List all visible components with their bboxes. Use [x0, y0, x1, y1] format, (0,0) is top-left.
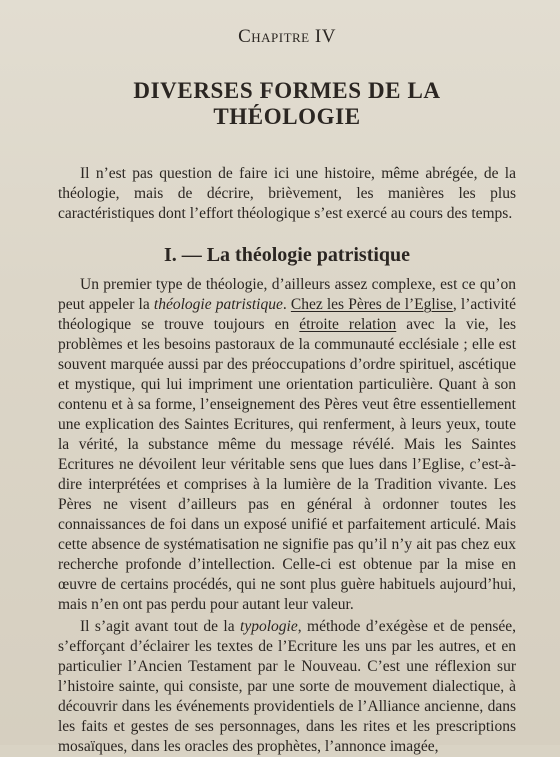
- text-run: Il s’agit avant tout de la: [80, 618, 241, 635]
- text-run: , méthode d’exégèse et de pensée, s’efforçant d’éclairer les textes de l’Ecriture les uns par les autres, et en particulier l’Ancien Testament par le Nouveau. C’est une réflexion sur l’histoire sainte, qui consiste, par une sorte de mouvement dialectique, à découvrir dans les événements providentiels de l’Alliance ancienne, dans les faits et gestes de ses personnages, dans les rites et les prescriptions mosaïques, dans les oracles des prophètes, l’annonce imagée,: [58, 618, 516, 755]
- intro-paragraph: Il n’est pas question de faire ici une histoire, même abrégée, de la théologie, mais de décrire, brièvement, les manières les plus caractéristiques dont l’effort théologique s’est exercé au cours des temps.: [58, 165, 516, 222]
- text-run: .: [282, 296, 291, 313]
- text-run: , l’activité théologique se trouve toujours en: [58, 296, 516, 333]
- italic-term: typologie: [240, 618, 298, 635]
- underlined-text: étroite relation: [299, 316, 397, 333]
- paragraph-1: [58, 275, 516, 615]
- section-title: I. — La théologie patristique: [163, 244, 411, 266]
- text-run: avec la vie, les problèmes et les besoins pastoraux de la communauté ecclésiale ; elle est souvent marquée aussi par des préoccupations d’ordre spirituel, ascétique et mystique, qui lui impriment une orientation particulière. Quant à son contenu et à sa forme, l’enseignement des Pères veut être essentiellement une explication des Saintes Ecritures, qui renferment, à leurs yeux, toute la vérité, la substance même du message révélé. Mais les Saintes Ecritures ne dévoilent leur véritable sens que lues dans l’Eglise, c’est-à-dire interprétées et comprises à la lumière de la Tradition vivante. Les Pères ne visent d’ailleurs pas en général à ordonner toutes les connaissances de foi dans un exposé unifié et parfaitement articulé. Mais cette absence de systématisation ne signifie pas qu’il n’y ait pas chez eux recherche profonde d’intellection. Celle-ci est obtenue par la mise en œuvre de certains procédés, qui ne sont plus guère habituels aujourd’hui, mais n’en ont pas perdu pour autant leur valeur.: [58, 316, 517, 613]
- text-run: Un premier type de théologie, d’ailleurs assez complexe, est ce qu’on peut appeler la: [58, 276, 516, 313]
- chapter-heading: Chapitre IV: [238, 26, 336, 47]
- chapter-title: DIVERSES FORMES DE LA THÉOLOGIE: [133, 78, 441, 129]
- italic-term: théologie patristique: [153, 296, 283, 313]
- underlined-text: Chez les Pères de l’Eglise: [290, 296, 453, 313]
- paragraph-2: [58, 617, 516, 757]
